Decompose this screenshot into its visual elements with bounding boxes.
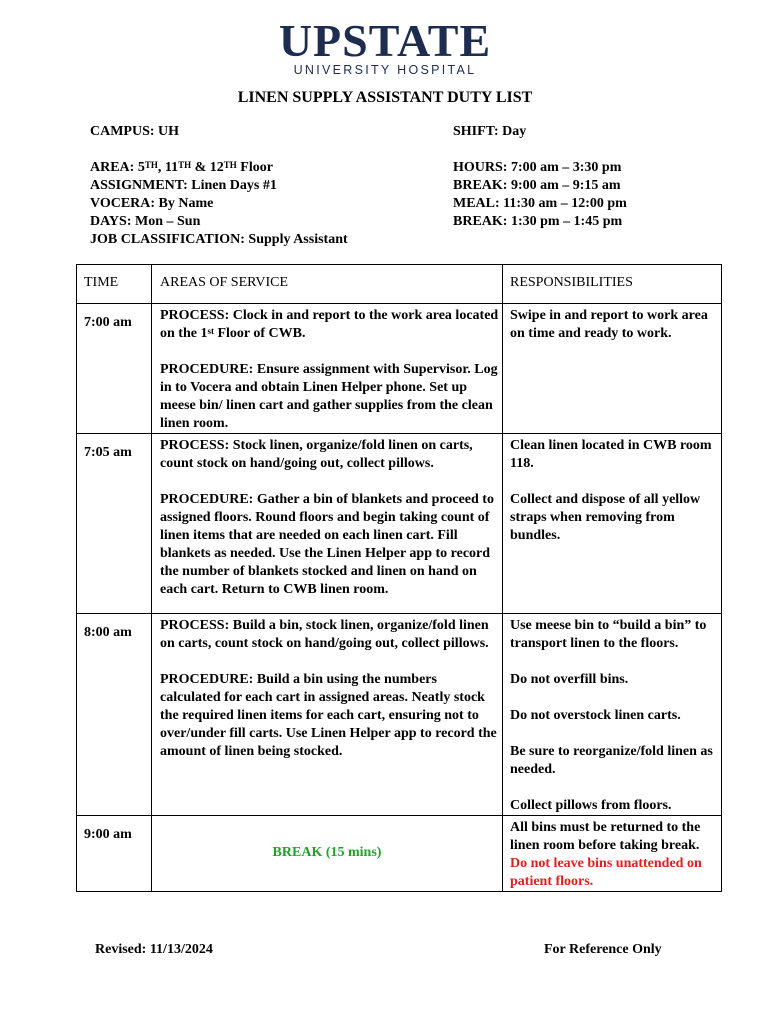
logo-subtitle: UNIVERSITY HOSPITAL [293, 63, 477, 77]
responsibility-item: All bins must be returned to the linen room before taking break. [510, 820, 701, 853]
table-row [77, 614, 722, 816]
process-text: PROCESS: Build a bin, stock linen, organize/fold linen on carts, count stock on hand/going out, collect pillows. [160, 618, 489, 651]
row-responsibilities [503, 614, 722, 816]
row-time: 9:00 am [77, 816, 152, 892]
job-classification-text: JOB CLASSIFICATION: Supply Assistant [90, 232, 348, 247]
document-title: LINEN SUPPLY ASSISTANT DUTY LIST [237, 89, 533, 106]
row-responsibilities [503, 304, 722, 434]
responsibility-item: Do not overstock linen carts. [510, 708, 681, 723]
break-label: BREAK (15 mins) [272, 845, 382, 860]
row-time: 8:00 am [77, 614, 152, 816]
info-left [90, 123, 348, 249]
shift-text: SHIFT: Day [453, 124, 527, 139]
area-text: AREA: 5TH, 11TH & 12TH Floor [90, 160, 273, 175]
hours-text: HOURS: 7:00 am – 3:30 pm [453, 160, 622, 175]
meal-text: MEAL: 11:30 am – 12:00 pm [453, 196, 627, 211]
row-time: 7:00 am [77, 304, 152, 434]
row-areas [152, 304, 503, 434]
row-areas [152, 816, 503, 892]
revised-date: Revised: 11/13/2024 [95, 942, 213, 957]
table-row [77, 434, 722, 614]
vocera-text: VOCERA: By Name [90, 196, 214, 211]
row-time: 7:05 am [77, 434, 152, 614]
header-areas: AREAS OF SERVICE [152, 265, 503, 304]
days-text: DAYS: Mon – Sun [90, 214, 201, 229]
process-text: PROCESS: Clock in and report to the work area located on the 1st Floor of CWB. [160, 308, 499, 341]
responsibility-item: Clean linen located in CWB room 118. [510, 438, 712, 471]
table-header-row [77, 265, 722, 304]
row-areas [152, 434, 503, 614]
break1-text: BREAK: 9:00 am – 9:15 am [453, 178, 621, 193]
reference-note: For Reference Only [544, 942, 662, 957]
row-responsibilities [503, 434, 722, 614]
responsibility-item: Use meese bin to “build a bin” to transport linen to the floors. [510, 618, 707, 651]
duty-table [76, 264, 722, 892]
responsibility-item: Be sure to reorganize/fold linen as needed. [510, 744, 713, 777]
table-row [77, 816, 722, 892]
procedure-text: PROCEDURE: Gather a bin of blankets and proceed to assigned floors. Round floors and begin taking count of linen items that are needed on each linen cart. Fill blankets as needed. Use the Linen Helper app to record the number of blankets stocked and linen on hand on each cart. Return to CWB linen room. [160, 492, 494, 597]
procedure-text: PROCEDURE: Ensure assignment with Supervisor. Log in to Vocera and obtain Linen Helper phone. Set up meese bin/ linen cart and gather supplies from the clean linen room. [160, 362, 498, 431]
campus-text: CAMPUS: UH [90, 124, 180, 139]
procedure-text: PROCEDURE: Build a bin using the numbers calculated for each cart in assigned areas. Neatly stock the required linen items for each cart, ensuring not to over/under fill carts. Use Linen Helper app to record the amount of linen being stocked. [160, 672, 497, 759]
responsibility-item: Swipe in and report to work area on time and ready to work. [510, 308, 708, 341]
logo-wordmark: UPSTATE [278, 15, 492, 66]
responsibility-item: Collect and dispose of all yellow straps when removing from bundles. [510, 492, 701, 543]
warning-text: Do not leave bins unattended on patient floors. [510, 856, 702, 889]
break2-text: BREAK: 1:30 pm – 1:45 pm [453, 214, 623, 229]
info-right [453, 123, 627, 231]
header-responsibilities: RESPONSIBILITIES [503, 265, 722, 304]
responsibility-item: Do not overfill bins. [510, 672, 629, 687]
table-row [77, 304, 722, 434]
row-responsibilities [503, 816, 722, 892]
process-text: PROCESS: Stock linen, organize/fold linen on carts, count stock on hand/going out, collect pillows. [160, 438, 473, 471]
responsibility-item: Collect pillows from floors. [510, 798, 672, 813]
assignment-text: ASSIGNMENT: Linen Days #1 [90, 178, 277, 193]
header-time: TIME [77, 265, 152, 304]
row-areas [152, 614, 503, 816]
